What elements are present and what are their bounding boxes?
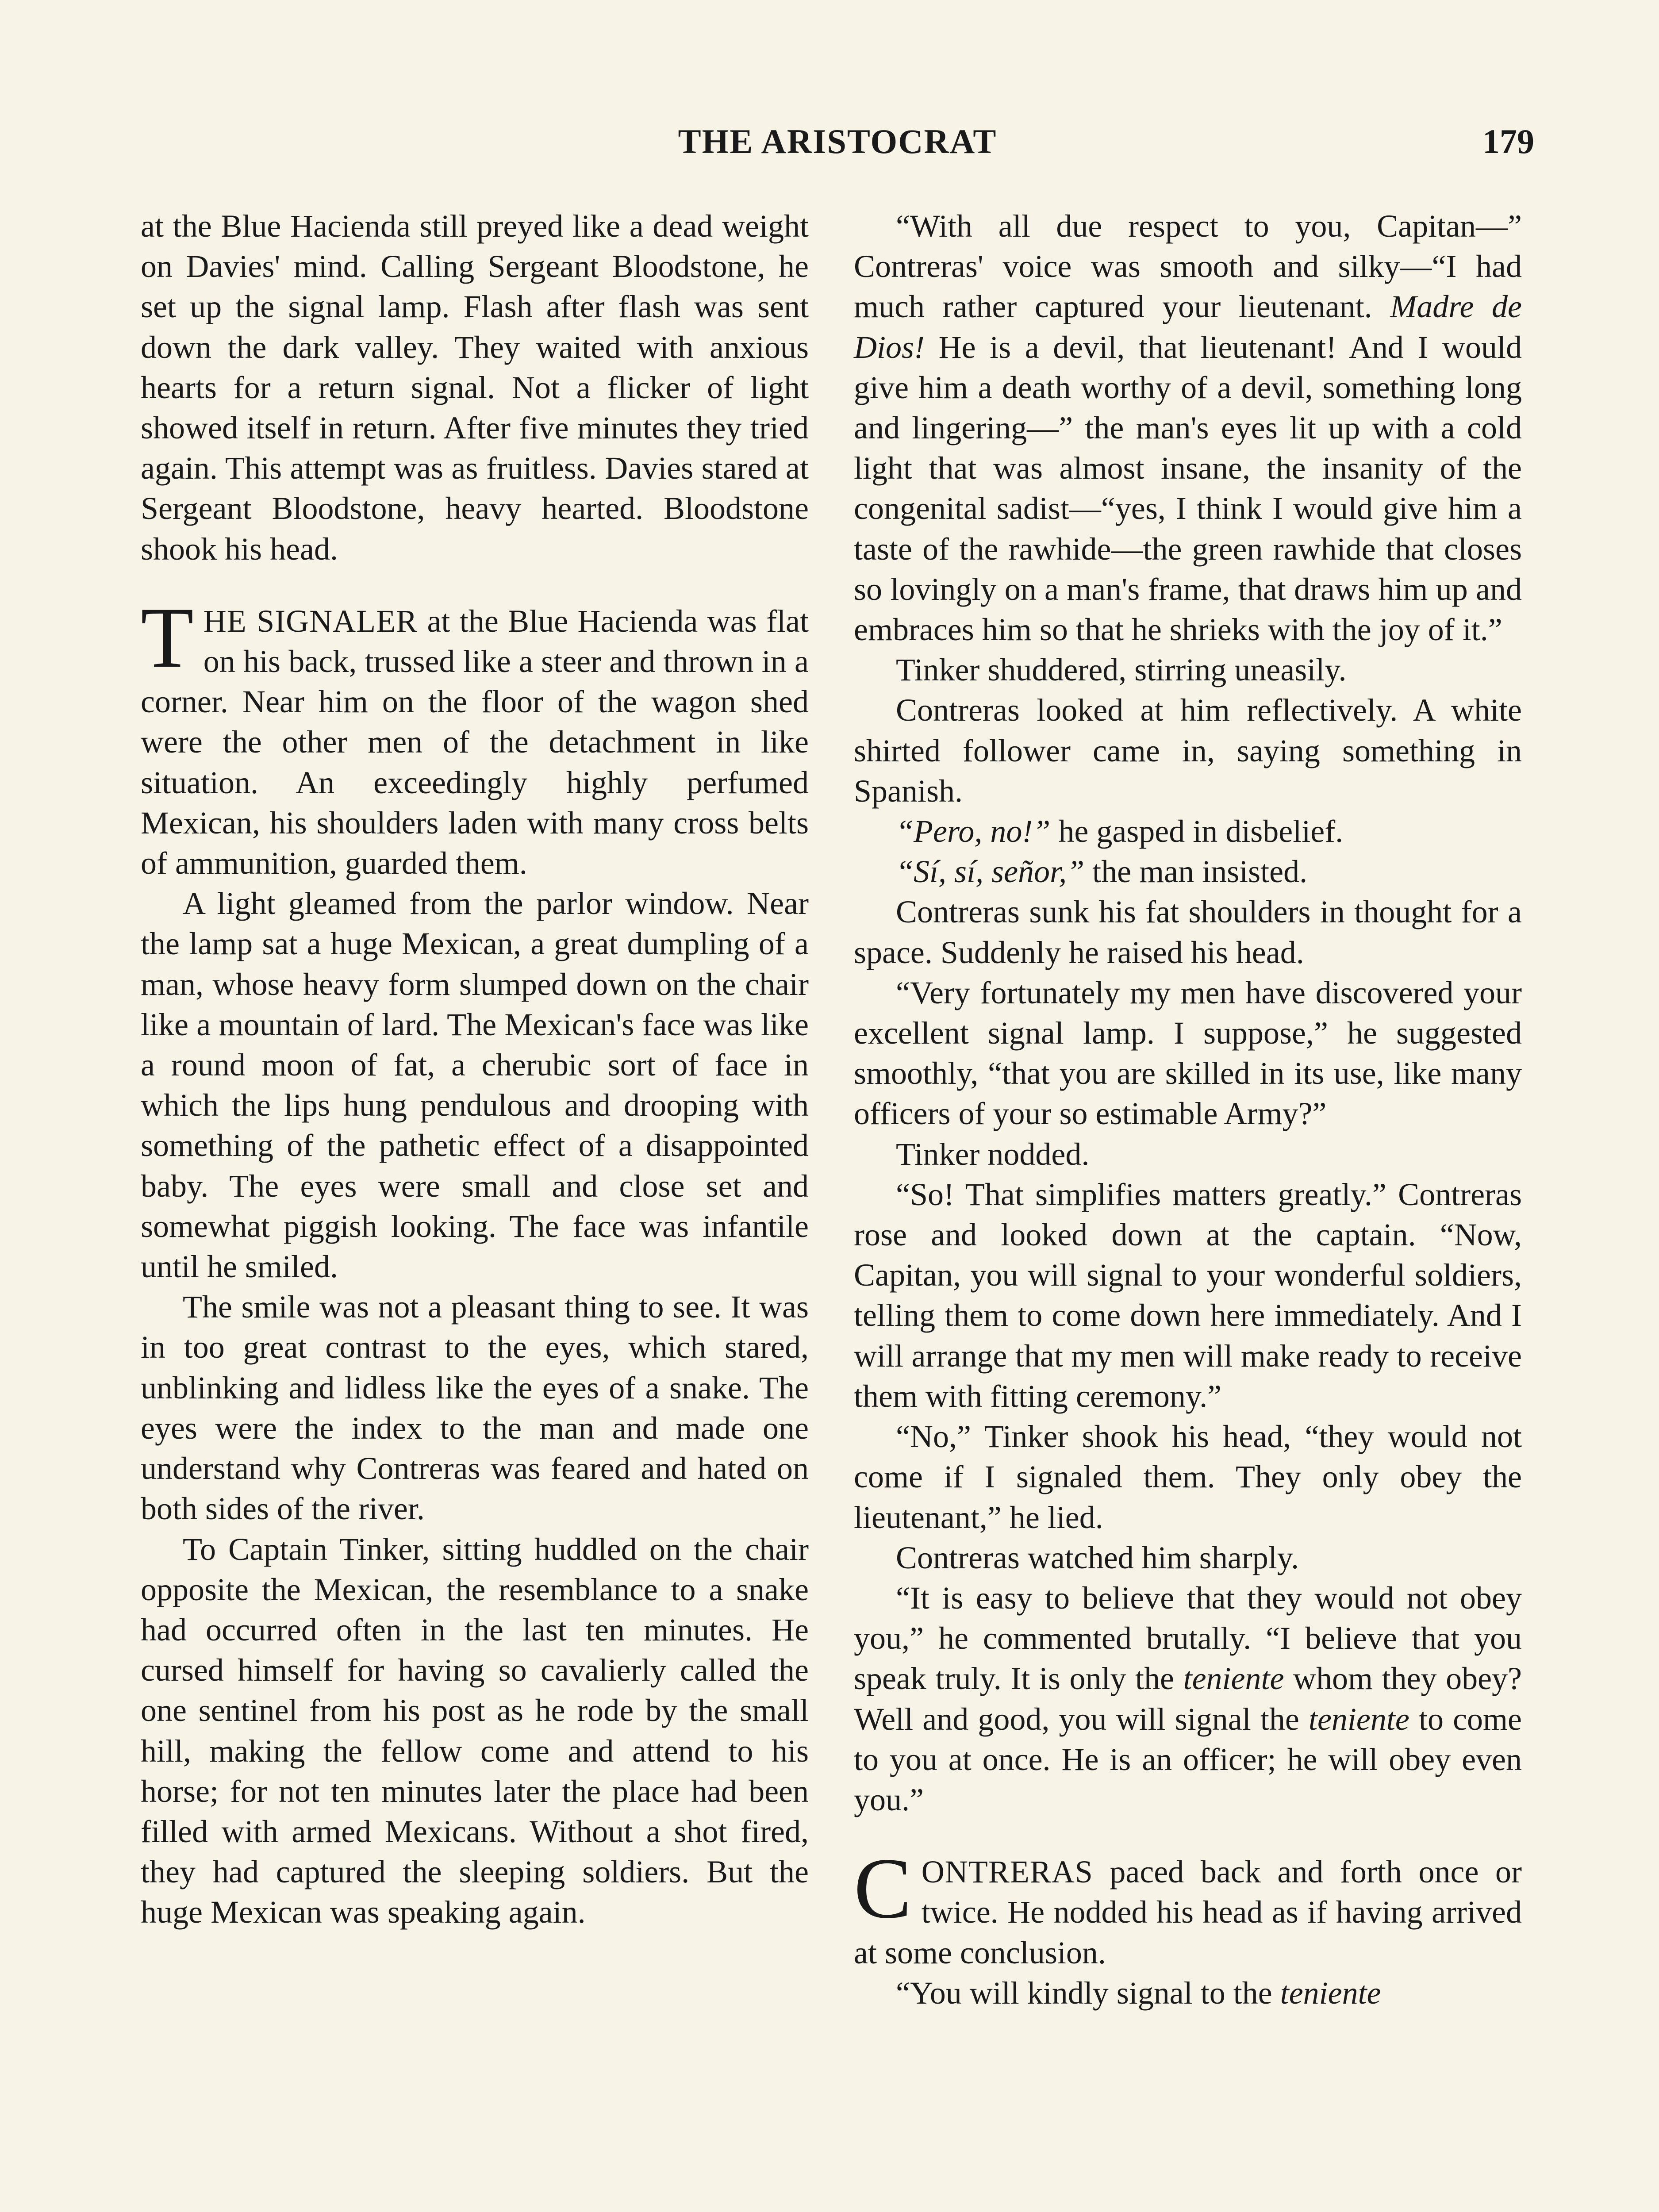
left-column [141, 206, 809, 2212]
italic-phrase: teniente [1308, 1701, 1409, 1737]
paragraph: Tinker shuddered, stirring uneasily. [896, 652, 1347, 688]
page-number: 179 [1482, 122, 1534, 161]
paragraph [854, 1973, 1522, 2013]
italic-phrase: “Pero, no!” [896, 814, 1051, 849]
paragraph-text: “With all due respect to you, Capitan—” Contreras' voice was smooth and silky—“I had much rather captured your lieutenant. [854, 208, 1522, 325]
lead-in: ONTRERAS [921, 1854, 1093, 1890]
paragraph [854, 206, 1522, 650]
paragraph-text: to come to you at once. He is an officer; he will obey even you.” [854, 1701, 1522, 1817]
paragraph [854, 852, 1522, 892]
lead-in: HE SIGNALER [203, 603, 418, 639]
paragraph: “So! That simplifies matters greatly.” Contreras rose and looked down at the captain. “Now, Capitan, you will signal to your wonderful soldiers, telling them to come down here immediately. And I will arrange that my men will make ready to receive them with fitting ceremony.” [854, 1176, 1522, 1414]
paragraph-text: He is a devil, that lieutenant! And I would give him a death worthy of a devil, something long and lingering—” the man's eyes lit up with a cold light that was almost insane, the insanity of the congenital sadist—“yes, I think I would give him a taste of the rawhide—the green rawhide that closes so lovingly on a man's frame, that draws him up and embraces him so that he shrieks with the joy of it.” [854, 329, 1522, 648]
paragraph: “No,” Tinker shook his head, “they would not come if I signaled them. They only obey the lieutenant,” he lied. [854, 1419, 1522, 1535]
italic-phrase: “Sí, sí, señor,” [896, 854, 1085, 890]
paragraph-text: “You will kindly signal to the [896, 1975, 1280, 2011]
right-column [854, 206, 1522, 2212]
italic-phrase: teniente [1280, 1975, 1381, 2011]
paragraph: Tinker nodded. [896, 1136, 1090, 1172]
paragraph [854, 1578, 1522, 1820]
paragraph-text: the man insisted. [1084, 854, 1308, 890]
section-paragraph [141, 589, 809, 883]
paragraph-text: paced back and forth once or twice. He nodded his head as if having arrived at some conclusion. [854, 1854, 1522, 1970]
running-title: THE ARISTOCRAT [678, 122, 997, 161]
paragraph: A light gleamed from the parlor window. Near the lamp sat a huge Mexican, a great dumpling of a man, whose heavy form slumped down on the chair like a mountain of lard. The Mexican's face was like a round moon of fat, a cherubic sort of face in which the lips hung pendulous and drooping with something of the pathetic effect of a disappointed baby. The eyes were small and close set and somewhat piggish looking. The face was infantile until he smiled. [141, 886, 809, 1285]
paragraph: “Very fortunately my men have discovered your excellent signal lamp. I suppose,” he suggested smoothly, “that you are skilled in its use, like many officers of your so estimable Army?” [854, 975, 1522, 1132]
paragraph-text: he gasped in disbelief. [1050, 814, 1344, 849]
paragraph: The smile was not a pleasant thing to see. It was in too great contrast to the eyes, which stared, unblinking and lidless like the eyes of a snake. The eyes were the index to the man and made one understand why Contreras was feared and hated on both sides of the river. [141, 1289, 809, 1527]
paragraph [854, 811, 1522, 852]
paragraph: Contreras watched him sharply. [896, 1540, 1299, 1575]
drop-cap: T [141, 589, 194, 686]
page-header [141, 119, 1534, 177]
paragraph-text: “It is easy to believe that they would not obey you,” he commented brutally. “I believe that you speak truly. It is only the [854, 1580, 1522, 1697]
paragraph-text: at the Blue Hacienda was flat on his back, trussed like a steer and thrown in a corner. Near him on the floor of the wagon shed were the other men of the detachment in like situation. An exceedingly highly perfumed Mexican, his shoulders laden with many cross belts of ammunition, guarded them. [141, 603, 809, 881]
paragraph: Contreras looked at him reflectively. A white shirted follower came in, saying something in Spanish. [854, 692, 1522, 809]
section-paragraph [854, 1840, 1522, 1973]
paragraph: To Captain Tinker, sitting huddled on the chair opposite the Mexican, the resemblance to a snake had occurred often in the last ten minutes. He cursed himself for having so cavalierly called the one sentinel from his post as he rode by the small hill, making the fellow come and attend to his horse; for not ten minutes later the place had been filled with armed Mexicans. Without a shot fired, they had captured the sleeping soldiers. But the huge Mexican was speaking again. [141, 1531, 809, 1930]
paragraph: Contreras sunk his fat shoulders in thought for a space. Suddenly he raised his head. [854, 894, 1522, 970]
italic-phrase: teniente [1183, 1661, 1284, 1697]
paragraph-text: whom they obey? Well and good, you will signal the [854, 1661, 1522, 1737]
drop-cap: C [854, 1840, 912, 1937]
italic-phrase: Madre de Dios! [854, 289, 1522, 365]
paragraph: at the Blue Hacienda still preyed like a dead weight on Davies' mind. Calling Sergeant Bloodstone, he set up the signal lamp. Flash after flash was sent down the dark valley. They waited with anxious hearts for a return signal. Not a flicker of light showed itself in return. After five minutes they tried again. This attempt was as fruitless. Davies stared at Sergeant Bloodstone, heavy hearted. Bloodstone shook his head. [141, 208, 809, 567]
